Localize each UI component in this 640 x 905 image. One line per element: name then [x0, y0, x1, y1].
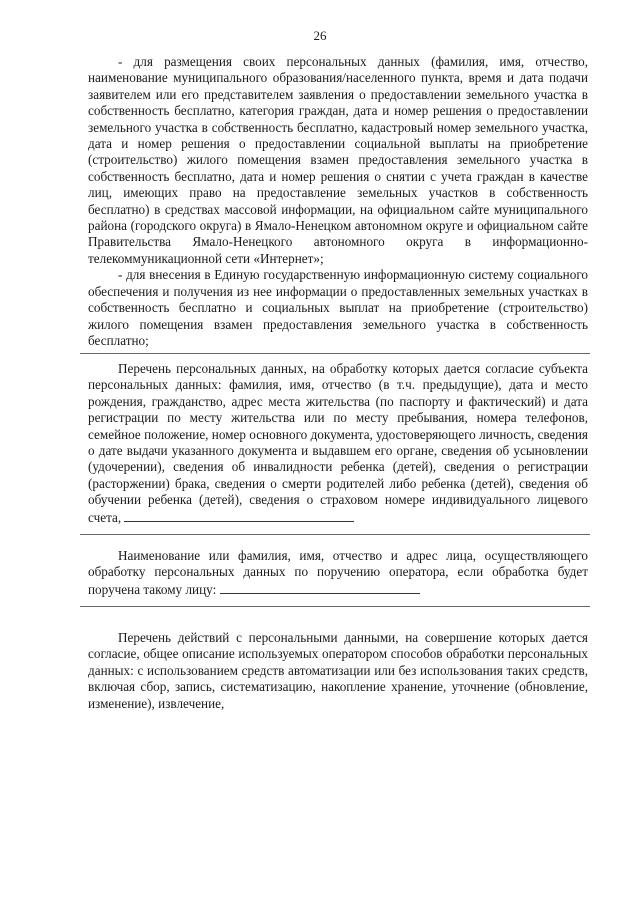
fill-in-blank[interactable]: [220, 581, 420, 594]
processor-paragraph: [88, 548, 588, 598]
processor-text: Наименование или фамилия, имя, отчество и адрес лица, осуществляющего обработку персональных данных по поручению оператора, если обработка будет поручена такому лицу:: [88, 548, 588, 597]
fill-in-blank[interactable]: [124, 509, 354, 522]
personal-data-list-text: Перечень персональных данных, на обработку которых дается согласие субъекта персональных данных: фамилия, имя, отчество (в т.ч. предыдущие), дата и место рождения, гражданство, адрес места жительства (по паспорту и фактический) и дата регистрации по месту жительства или по месту пребывания, номера телефонов, семейное положение, номер основного документа, удостоверяющего личность, сведения о дате выдачи указанного документа и выдавшем его органе, сведения об усыновлении (удочерении), сведения об инвалидности ребенка (детей), сведения о регистрации (расторжении) брака, сведения о смерти родителей либо ребенка (детей), сведения об обучении ребенка (детей), сведения о страховом номере индивидуального лицевого счета,: [88, 361, 588, 525]
separator-line: [80, 606, 590, 607]
page-number: 26: [313, 28, 327, 43]
personal-data-list-paragraph: [88, 361, 588, 526]
purposes-section: [88, 54, 588, 349]
separator-line: [80, 534, 590, 535]
processing-actions-paragraph: Перечень действий с персональными данными, на совершение которых дается согласие, общее описание используемых оператором способов обработки персональных данных: с использованием средств автоматизации или без использования таких средств, включая сбор, запись, систематизацию, накопление хранение, уточнение (обновление, изменение), извлечение,: [88, 630, 588, 711]
purpose-publication-paragraph: - для размещения своих персональных данных (фамилия, имя, отчество, наименование муниципального образования/населенного пункта, время и дата подачи заявителем или его представителем заявления о предоставлении земельного участка в собственность бесплатно, категория граждан, дата и номер решения о предоставлении земельного участка в собственность бесплатно, кадастровый номер земельного участка, дата и номер решения о предоставлении социальной выплаты на приобретение (строительство) жилого помещения взамен предоставления земельного участка в собственность бесплатно, дата и номер решения о снятии с учета граждан в качестве лиц, имеющих право на предоставление земельных участков в собственность бесплатно) в средствах массовой информации, на официальном сайте муниципального района (городского округа) в Ямало-Ненецком автономном округе и официальном сайте Правительства Ямало-Ненецкого автономного округа в информационно-телекоммуникационной сети «Интернет»;: [88, 54, 588, 266]
processing-actions-section: [88, 630, 588, 712]
processor-section: [88, 548, 588, 598]
personal-data-list-section: [88, 361, 588, 526]
separator-line: [80, 353, 590, 354]
purpose-egisso-paragraph: - для внесения в Единую государственную информационную систему социального обеспечения и получения из нее информации о предоставленных земельных участках в собственность бесплатно и социальных выплат на приобретение (строительство) жилого помещения взамен предоставления земельного участка в собственность бесплатно;: [88, 267, 588, 348]
